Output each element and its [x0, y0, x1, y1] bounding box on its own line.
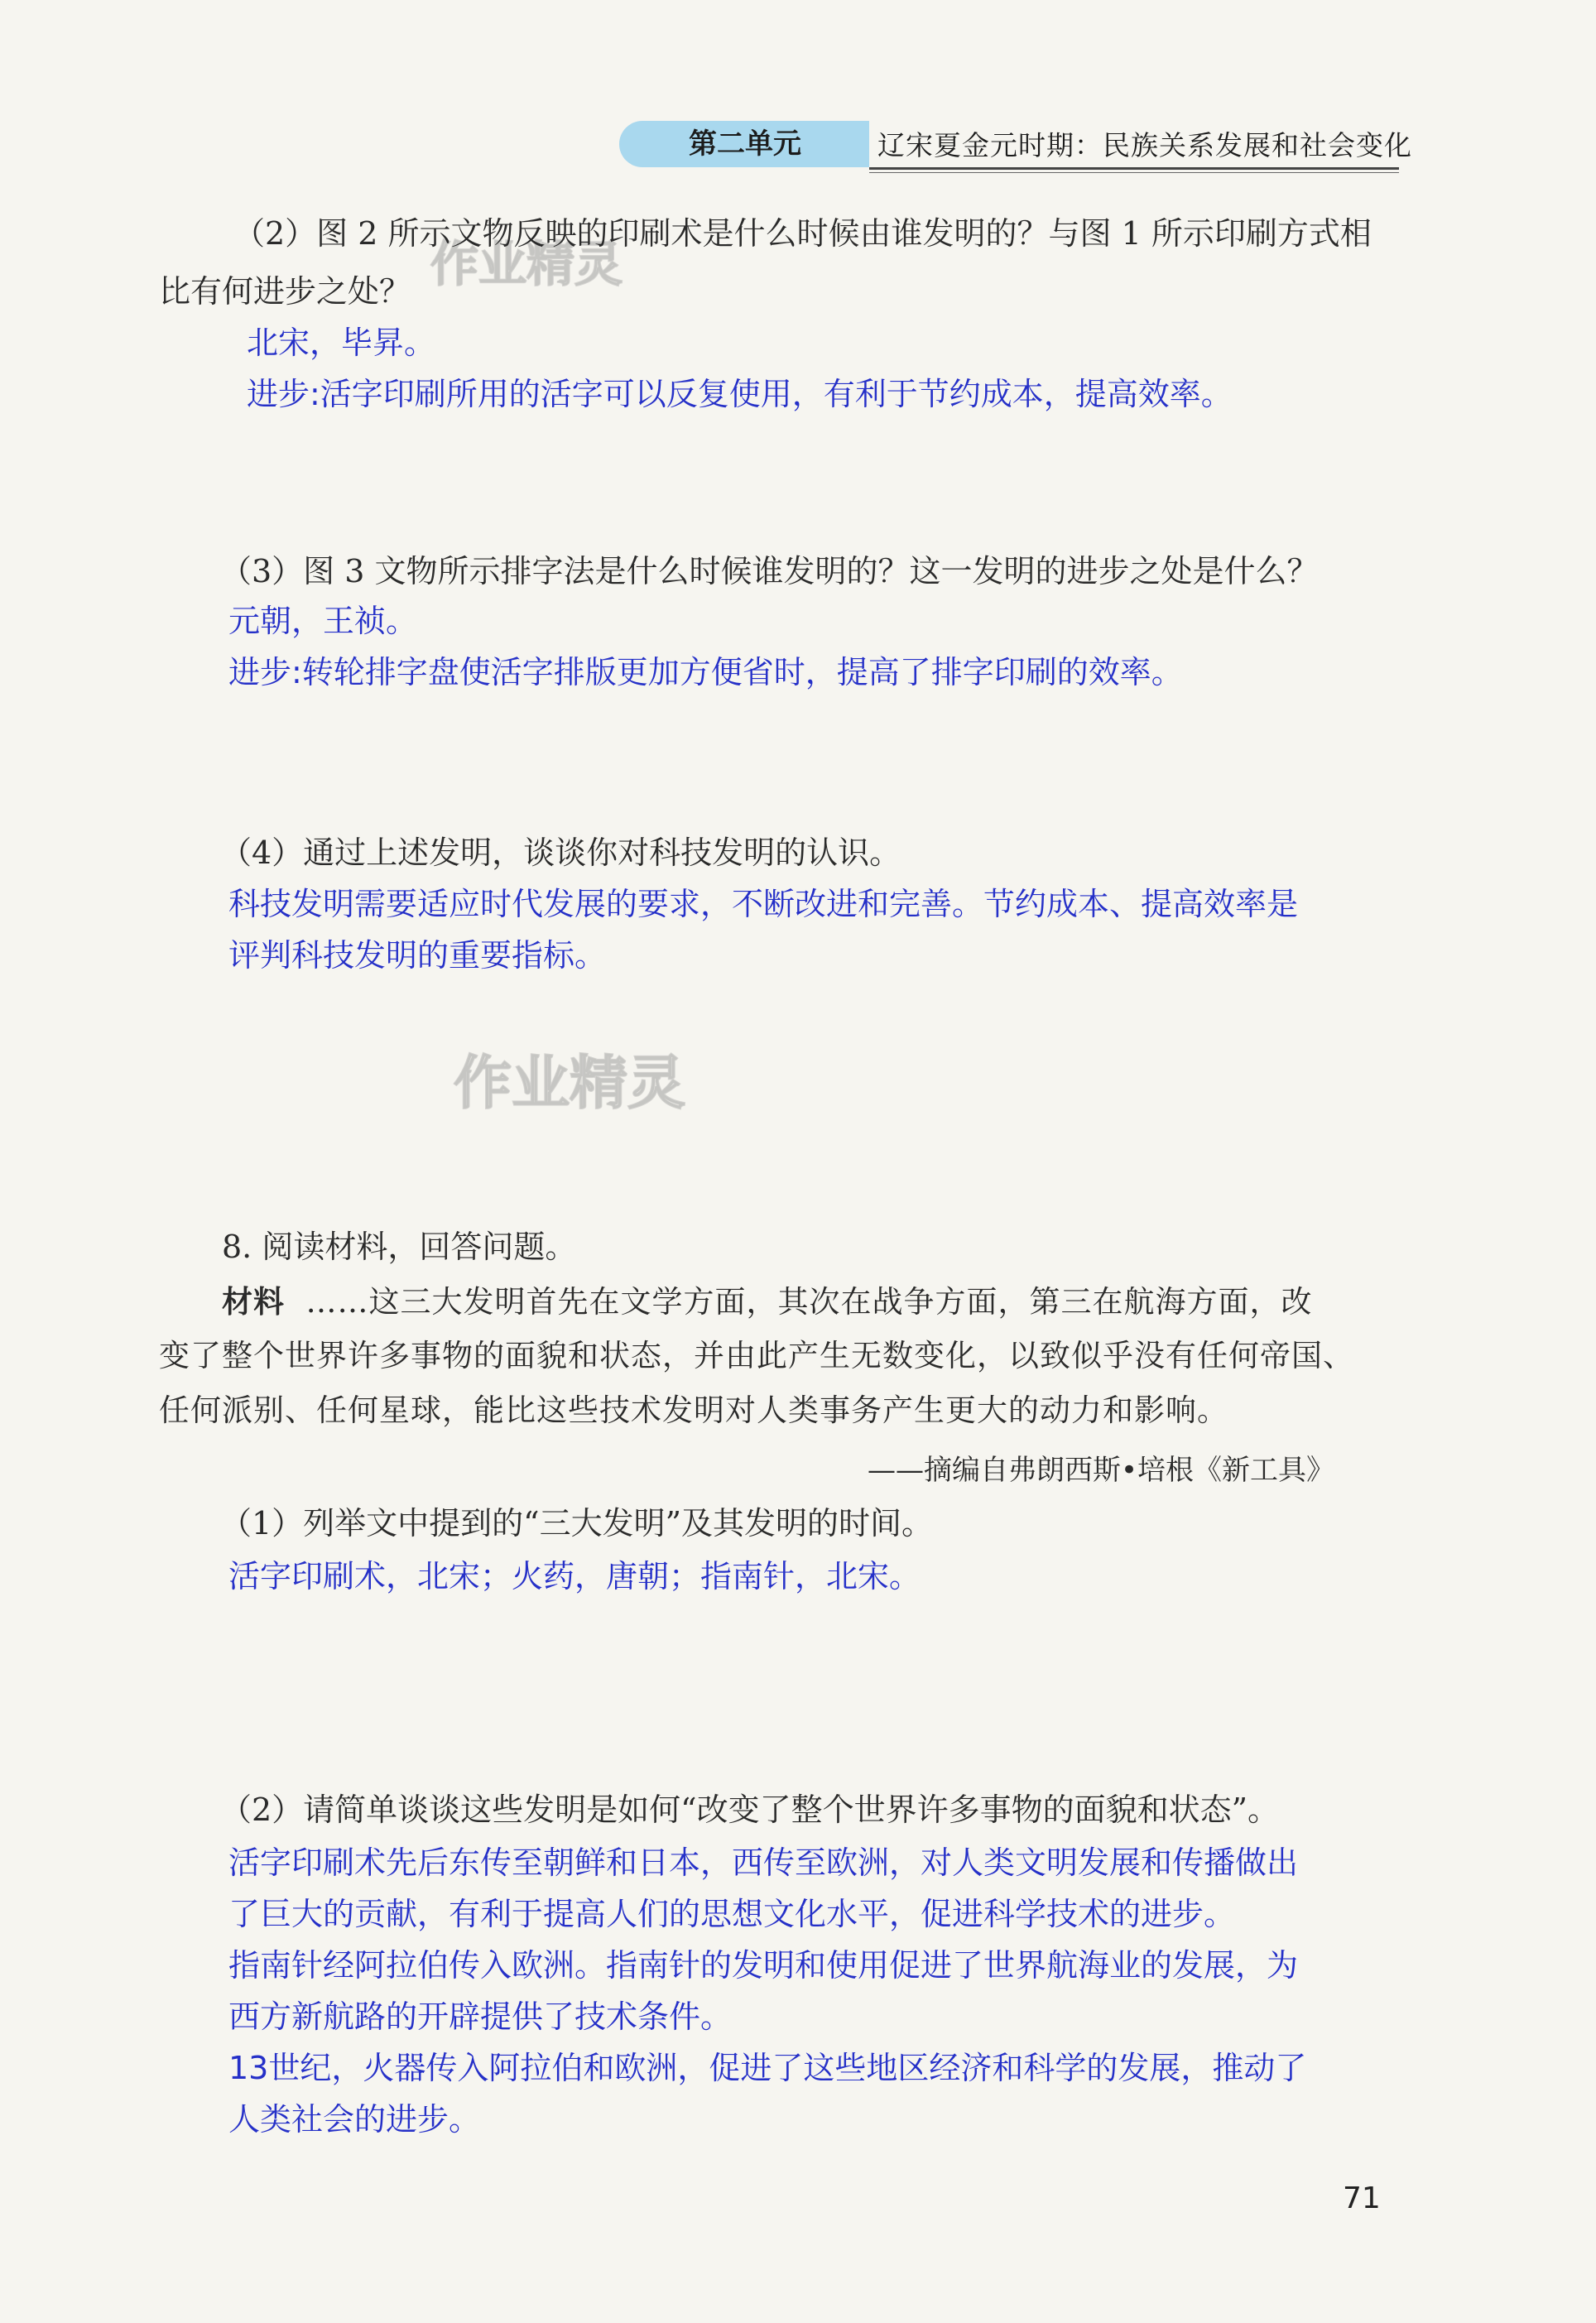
answer-8-2-line4: 西方新航路的开辟提供了技术条件。: [228, 1998, 733, 2035]
answer-7-4-line1: 科技发明需要适应时代发展的要求，不断改进和完善。节约成本、提高效率是: [228, 886, 1299, 922]
header-rule: [869, 167, 1399, 170]
answer-7-2-line1: 北宋，毕昇。: [247, 325, 436, 361]
header-unit-label: 第二单元: [689, 127, 801, 161]
material-source: ——摘编自弗朗西斯•培根《新工具》: [868, 1454, 1335, 1487]
answer-8-2-line5: 13世纪，火器传入阿拉伯和欧洲，促进了这些地区经济和科学的发展，推动了: [228, 2050, 1307, 2086]
watermark-logo: 作业精灵: [430, 236, 623, 292]
answer-7-4-line2: 评判科技发明的重要指标。: [228, 937, 607, 974]
answer-7-3-line1: 元朝，王祯。: [228, 603, 418, 639]
header-rule-thin: [869, 172, 1399, 173]
page-number: 71: [1343, 2181, 1381, 2215]
header-chapter-title: 辽宋夏金元时期：民族关系发展和社会变化: [877, 129, 1412, 161]
question-8-title: 8. 阅读材料，回答问题。: [222, 1229, 577, 1265]
material-text-line1: ……这三大发明首先在文学方面，其次在战争方面，第三在航海方面，改: [305, 1284, 1313, 1320]
answer-8-2-line1: 活字印刷术先后东传至朝鲜和日本，西传至欧洲，对人类文明发展和传播做出: [228, 1844, 1299, 1881]
material-line1: [222, 1282, 1313, 1322]
material-label: 材料: [222, 1283, 285, 1320]
material-line3: 任何派别、任何星球，能比这些技术发明对人类事务产生更大的动力和影响。: [159, 1392, 1228, 1428]
question-7-3: （3）图 3 文物所示排字法是什么时候谁发明的？这一发明的进步之处是什么？: [220, 553, 1319, 589]
answer-8-1: 活字印刷术，北宋；火药，唐朝；指南针，北宋。: [228, 1558, 921, 1594]
question-8-2: （2）请简单谈谈这些发明是如何“改变了整个世界许多事物的面貌和状态”。: [220, 1792, 1280, 1828]
answer-8-2-line2: 了巨大的贡献，有利于提高人们的思想文化水平，促进科学技术的进步。: [228, 1896, 1236, 1932]
question-7-2-line2: 比有何进步之处？: [159, 273, 411, 310]
question-7-4: （4）通过上述发明，谈谈你对科技发明的认识。: [220, 834, 901, 871]
answer-8-2-line6: 人类社会的进步。: [228, 2101, 481, 2138]
answer-8-2-line3: 指南针经阿拉伯传入欧洲。指南针的发明和使用促进了世界航海业的发展，为: [228, 1947, 1299, 1984]
material-line2: 变了整个世界许多事物的面貌和状态，并由此产生无数变化，以致似乎没有任何帝国、: [159, 1338, 1354, 1373]
watermark-logo: 作业精灵: [454, 1049, 685, 1117]
answer-7-3-line2: 进步:转轮排字盘使活字排版更加方便省时，提高了排字印刷的效率。: [228, 654, 1183, 690]
answer-7-2-line2: 进步:活字印刷所用的活字可以反复使用，有利于节约成本，提高效率。: [247, 376, 1233, 412]
question-8-1: （1）列举文中提到的“三大发明”及其发明的时间。: [220, 1505, 934, 1541]
question-7-2-line1: （2）图 2 所示文物反映的印刷术是什么时候由谁发明的？与图 1 所示印刷方式相: [233, 215, 1372, 252]
